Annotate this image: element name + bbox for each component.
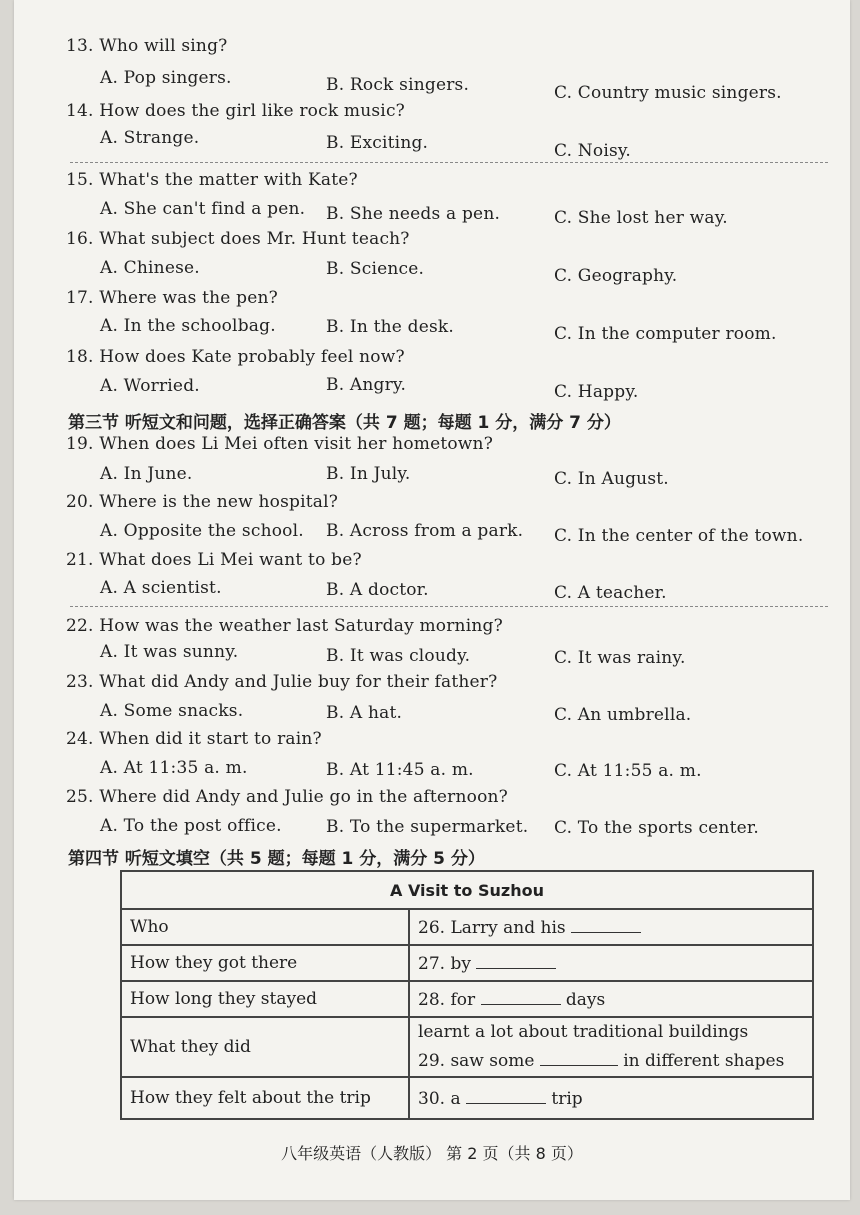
q15-option-a: A. She can't find a pen. — [100, 199, 306, 219]
cell-text: 27. by — [418, 954, 471, 974]
q21-option-c: C. A teacher. — [554, 583, 667, 603]
blank-30[interactable] — [466, 1087, 546, 1104]
table-row — [121, 981, 813, 1017]
row-label: Who — [121, 909, 409, 945]
q18-option-c: C. Happy. — [554, 382, 639, 402]
q22-option-b: B. It was cloudy. — [326, 646, 471, 666]
q14-option-c: C. Noisy. — [554, 141, 632, 161]
q16-option-b: B. Science. — [326, 259, 425, 279]
question-16: 16. What subject does Mr. Hunt teach? — [66, 229, 410, 249]
question-15: 15. What's the matter with Kate? — [66, 170, 358, 190]
section-3-heading: 第三节 听短文和问题，选择正确答案（共 7 题；每题 1 分，满分 7 分） — [68, 413, 621, 433]
cell-text: 30. a — [418, 1089, 461, 1109]
q22-option-c: C. It was rainy. — [554, 648, 686, 668]
answer-cell-28 — [409, 981, 813, 1017]
question-22: 22. How was the weather last Saturday morning? — [66, 616, 503, 636]
q24-option-c: C. At 11:55 a. m. — [554, 761, 702, 781]
row-label: What they did — [121, 1017, 409, 1077]
q15-option-c: C. She lost her way. — [554, 208, 728, 228]
q23-option-a: A. Some snacks. — [100, 701, 244, 721]
answer-cell-30 — [409, 1077, 813, 1119]
cell-text: 28. for — [418, 990, 476, 1010]
q23-option-b: B. A hat. — [326, 703, 403, 723]
q13-option-a: A. Pop singers. — [100, 68, 232, 88]
q23-option-c: C. An umbrella. — [554, 705, 692, 725]
row-label: How long they stayed — [121, 981, 409, 1017]
q24-option-a: A. At 11:35 a. m. — [100, 758, 248, 778]
fill-in-table — [120, 870, 814, 1120]
question-13: 13. Who will sing? — [66, 36, 228, 56]
q25-option-c: C. To the sports center. — [554, 818, 759, 838]
table-title: A Visit to Suzhou — [121, 871, 813, 909]
question-21: 21. What does Li Mei want to be? — [66, 550, 362, 570]
q19-option-a: A. In June. — [100, 464, 193, 484]
q13-option-b: B. Rock singers. — [326, 75, 470, 95]
q17-option-a: A. In the schoolbag. — [100, 316, 276, 336]
blank-28[interactable] — [481, 988, 561, 1005]
table-row — [121, 909, 813, 945]
q14-option-b: B. Exciting. — [326, 133, 429, 153]
cell-text: learnt a lot about traditional buildings — [418, 1022, 749, 1042]
question-24: 24. When did it start to rain? — [66, 729, 322, 749]
question-23: 23. What did Andy and Julie buy for their father? — [66, 672, 498, 692]
table-row — [121, 1077, 813, 1119]
cell-text: trip — [551, 1089, 583, 1109]
q15-option-b: B. She needs a pen. — [326, 204, 501, 224]
cell-text: 29. saw some — [418, 1051, 535, 1071]
question-20: 20. Where is the new hospital? — [66, 492, 339, 512]
q16-option-a: A. Chinese. — [100, 258, 200, 278]
q25-option-a: A. To the post office. — [100, 816, 282, 836]
answer-cell-27 — [409, 945, 813, 981]
section-4-heading: 第四节 听短文填空（共 5 题；每题 1 分，满分 5 分） — [68, 849, 485, 869]
blank-26[interactable] — [571, 916, 641, 933]
page-footer: 八年级英语（人教版） 第 2 页（共 8 页） — [281, 1144, 583, 1163]
question-25: 25. Where did Andy and Julie go in the afternoon? — [66, 787, 508, 807]
answer-cell-29 — [409, 1017, 813, 1077]
row-label: How they got there — [121, 945, 409, 981]
q21-option-a: A. A scientist. — [100, 578, 222, 598]
answer-cell-26 — [409, 909, 813, 945]
q17-option-c: C. In the computer room. — [554, 324, 777, 344]
cell-text: in different shapes — [623, 1051, 785, 1071]
exam-page — [14, 0, 850, 1200]
q19-option-c: C. In August. — [554, 469, 669, 489]
q20-option-c: C. In the center of the town. — [554, 526, 804, 546]
q25-option-b: B. To the supermarket. — [326, 817, 529, 837]
q20-option-a: A. Opposite the school. — [100, 521, 304, 541]
blank-27[interactable] — [476, 952, 556, 969]
q18-option-b: B. Angry. — [326, 375, 407, 395]
blank-29[interactable] — [540, 1049, 618, 1066]
q21-option-b: B. A doctor. — [326, 580, 429, 600]
question-17: 17. Where was the pen? — [66, 288, 278, 308]
q22-option-a: A. It was sunny. — [100, 642, 239, 662]
question-19: 19. When does Li Mei often visit her hometown? — [66, 434, 494, 454]
q16-option-c: C. Geography. — [554, 266, 678, 286]
question-18: 18. How does Kate probably feel now? — [66, 347, 405, 367]
question-14: 14. How does the girl like rock music? — [66, 101, 405, 121]
q19-option-b: B. In July. — [326, 464, 411, 484]
q17-option-b: B. In the desk. — [326, 317, 454, 337]
divider — [70, 606, 828, 607]
table-row — [121, 1017, 813, 1077]
table-row — [121, 945, 813, 981]
q20-option-b: B. Across from a park. — [326, 521, 524, 541]
q24-option-b: B. At 11:45 a. m. — [326, 760, 474, 780]
divider — [70, 162, 828, 163]
row-label: How they felt about the trip — [121, 1077, 409, 1119]
q14-option-a: A. Strange. — [100, 128, 200, 148]
q18-option-a: A. Worried. — [100, 376, 200, 396]
q13-option-c: C. Country music singers. — [554, 83, 782, 103]
cell-text: days — [565, 990, 606, 1010]
cell-text: 26. Larry and his — [418, 918, 566, 938]
